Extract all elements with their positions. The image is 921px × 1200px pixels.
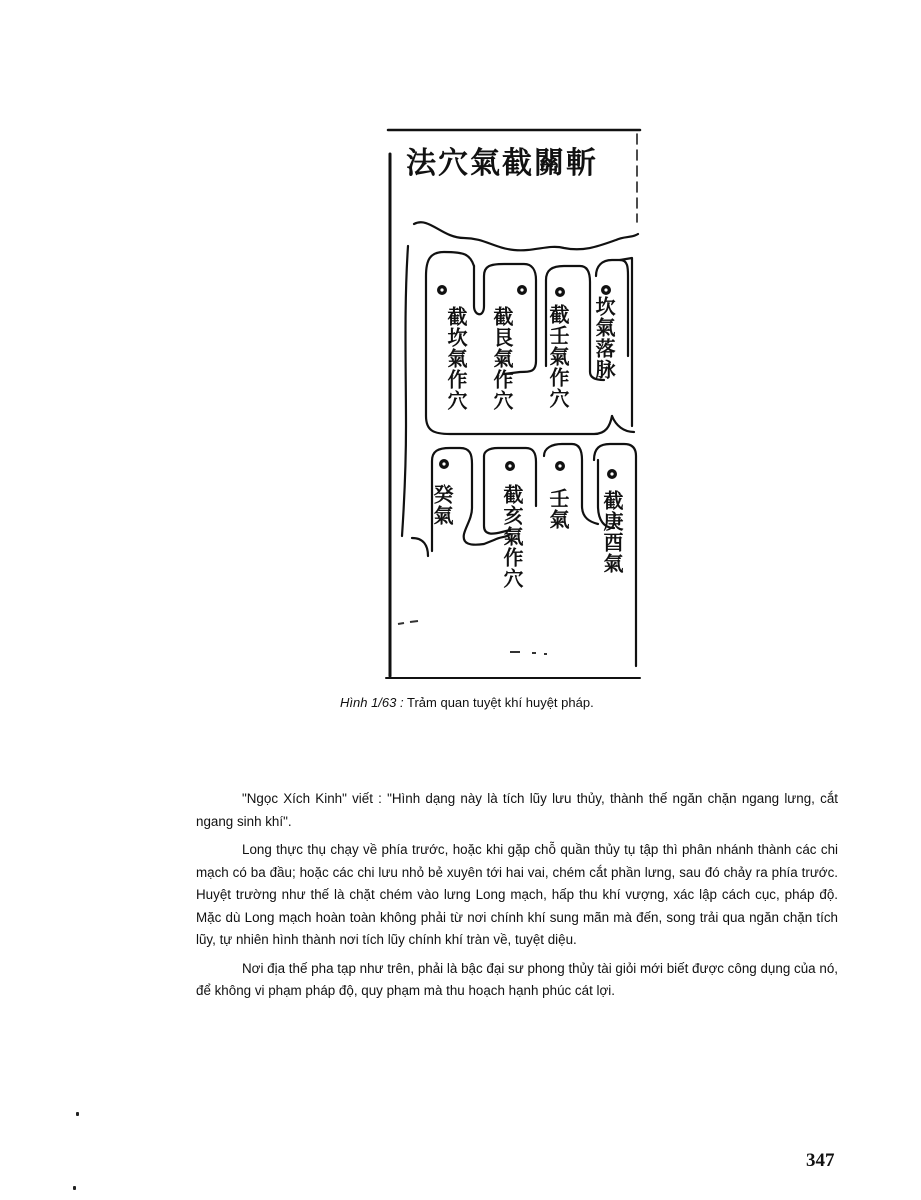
figure-label: 截亥氣作穴: [500, 484, 524, 589]
scan-speck: [73, 1186, 76, 1190]
figure-label: 截艮氣作穴: [490, 306, 514, 411]
paragraph: "Ngọc Xích Kinh" viết : "Hình dạng này là tích lũy lưu thủy, thành thế ngăn chặn ngang lưng, cắt ngang sinh khí".: [196, 791, 838, 829]
page-number: 347: [806, 1150, 835, 1171]
paragraph: Long thực thụ chạy về phía trước, hoặc khi gặp chỗ quần thủy tụ tập thì phân nhánh thành các chi mạch có ba đầu; hoặc các chi lưu nhỏ bẻ xuyên tới hai vai, chém cắt phần lưng, sau đó chảy ra phía trước. Huyệt trường như thế là chặt chém vào lưng Long mạch, hấp thu khí vượng, xác lập cách cục, pháp độ. Mặc dù Long mạch hoàn toàn không phải từ nơi chính khí sung mãn mà đến, song trải qua ngăn chặn tích lũy, tự nhiên hình thành nơi tích lũy chính khí tràn về, tuyệt diệu.: [196, 842, 838, 947]
figure-label: 癸氣: [430, 484, 454, 526]
caption-text: Trảm quan tuyệt khí huyệt pháp.: [407, 695, 594, 710]
figure-caption: [340, 695, 594, 710]
figure-diagram: [384, 126, 642, 682]
paragraph: Nơi địa thế pha tạp như trên, phải là bậc đại sư phong thủy tài giỏi mới biết được công dụng của nó, để không vi phạm pháp độ, quy phạm mà thu hoạch hạnh phúc cát lợi.: [196, 960, 838, 998]
figure-label: 截庚酉氣: [600, 490, 624, 574]
body-text: [196, 788, 838, 1009]
figure-label: 截坎氣作穴: [444, 306, 468, 411]
scan-speck: [76, 1112, 79, 1116]
figure-label: 坎氣落脉: [592, 296, 616, 380]
figure-title: 法穴氣截關斬: [406, 146, 598, 181]
figure-label: 壬氣: [546, 488, 570, 530]
caption-label: Hình 1/63 :: [340, 695, 404, 710]
figure-label: 截壬氣作穴: [546, 304, 570, 409]
